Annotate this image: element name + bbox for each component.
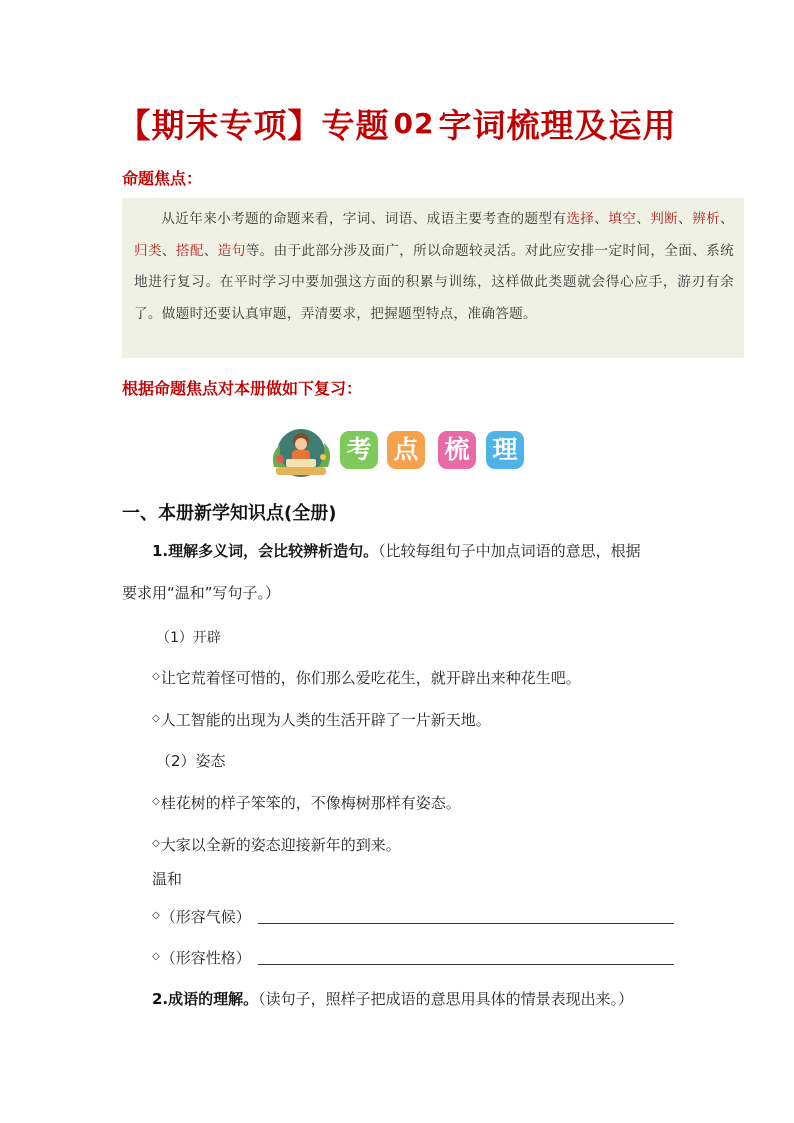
diamond-bullet-icon: ◇ <box>152 671 160 682</box>
sentence-text: 桂花树的样子笨笨的，不像梅树那样有姿态。 <box>160 794 461 812</box>
title-prefix: 【期末专项】专题 <box>117 106 390 145</box>
focus-term-tiankong: 填空 <box>608 211 637 227</box>
focus-term-bianxi: 辨析 <box>692 211 721 227</box>
focus-sep: 、 <box>594 211 609 227</box>
tile-dian: 点 <box>387 431 425 469</box>
sentence-text: 人工智能的出现为人类的生活开辟了一片新天地。 <box>160 711 491 729</box>
sentence-text: 大家以全新的姿态迎接新年的到来。 <box>160 836 401 854</box>
sentence-4 <box>152 834 401 855</box>
answer-blank-climate[interactable] <box>258 923 674 924</box>
focus-term-dapei: 搭配 <box>175 242 204 259</box>
tile-li: 理 <box>486 431 524 469</box>
kaodian-banner <box>268 423 528 479</box>
focus-box <box>122 198 744 358</box>
tile-kao: 考 <box>340 431 378 469</box>
girl-reading-illustration <box>268 423 334 479</box>
focus-heading: 命题焦点： <box>122 169 203 188</box>
diamond-bullet-icon: ◇ <box>152 910 160 921</box>
answer-blank-character[interactable] <box>258 964 674 965</box>
focus-text-part: 从近年来小考题的命题来看，字词、词语、成语主要考查的题型有 <box>161 211 567 227</box>
section1-title: 一、本册新学知识点(全册) <box>122 503 337 524</box>
focus-term-guilei: 归类 <box>134 242 162 259</box>
item1-bold: 1.理解多义词，会比较辨析造句。 <box>152 542 379 560</box>
sentence-1 <box>152 667 581 688</box>
diamond-bullet-icon: ◇ <box>152 713 160 724</box>
focus-sep: 、 <box>203 242 218 259</box>
sentence-3 <box>152 792 461 813</box>
item1-rest: （比较每组句子中加点词语的意思，根据 <box>378 542 641 560</box>
sentence-text: 让它荒着怪可惜的，你们那么爱吃花生，就开辟出来种花生吧。 <box>160 669 581 687</box>
diamond-bullet-icon: ◇ <box>152 951 160 962</box>
item2-bold: 2.成语的理解。 <box>152 990 259 1008</box>
blank-row-2 <box>152 947 251 968</box>
focus-term-panduan: 判断 <box>650 211 679 227</box>
focus-term-xuanze: 选择 <box>566 211 595 227</box>
tile-shu: 梳 <box>438 431 476 469</box>
item2-line <box>152 988 712 1009</box>
focus-text-part: 等。由于此部分涉及面广，所以命题较灵活。对此应安排一定时间，全面、系统地进行复习。在平时学习中要加强这方面的积累与训练，这样做此类题就会得心应手，游刃有余了。做题时还要认真审题，弄清要求，把握题型特点，准确答题。 <box>134 242 735 322</box>
item1-line2: 要求用“温和”写句子。） <box>122 584 281 602</box>
page-title <box>0 100 794 147</box>
focus-sep: 、 <box>720 211 735 227</box>
word-wenhe: 温和 <box>152 870 183 888</box>
review-heading: 根据命题焦点对本册做如下复习： <box>122 379 363 398</box>
sub1-label: （1）开辟 <box>156 630 221 646</box>
diamond-bullet-icon: ◇ <box>152 796 160 807</box>
focus-sep: 、 <box>678 211 693 227</box>
title-suffix: 字词梳理及运用 <box>438 106 677 145</box>
diamond-bullet-icon: ◇ <box>152 838 160 849</box>
item1-line1 <box>152 540 712 561</box>
sentence-2 <box>152 709 491 730</box>
blank-label: （形容气候） <box>160 908 251 926</box>
blank-label: （形容性格） <box>160 949 251 967</box>
focus-sep: 、 <box>161 242 176 259</box>
focus-term-zaoju: 造句 <box>217 242 246 259</box>
title-number: 02 <box>393 107 435 140</box>
focus-sep: 、 <box>636 211 651 227</box>
blank-row-1 <box>152 906 251 927</box>
item2-rest: （读句子，照样子把成语的意思用具体的情景表现出来。） <box>258 990 634 1008</box>
sub2-label: （2）姿态 <box>156 752 226 770</box>
